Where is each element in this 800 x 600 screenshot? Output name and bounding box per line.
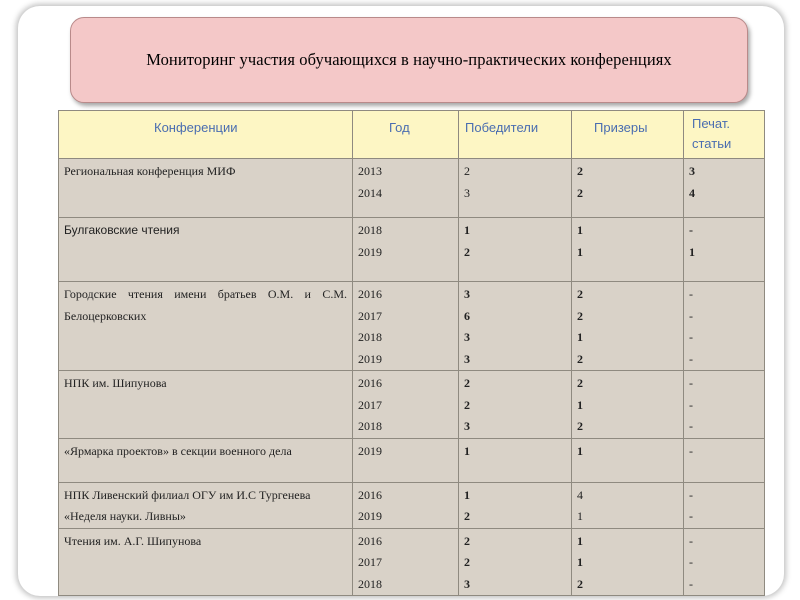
years-cell: 2013 2014 — [353, 159, 459, 218]
years-cell: 2019 — [353, 438, 459, 482]
table-row — [59, 371, 765, 439]
years-cell: 2016 2017 2018 — [353, 371, 459, 439]
winners-cell: 1 — [459, 438, 572, 482]
page-title: Мониторинг участия обучающихся в научно-практических конференциях — [146, 50, 672, 69]
winners-cell: 2 2 3 — [459, 371, 572, 439]
articles-cell: - 1 — [684, 218, 765, 282]
table-row — [59, 282, 765, 371]
prizewinners-cell: 1 1 — [572, 218, 684, 282]
table-row — [59, 218, 765, 282]
years-cell: 2016 2017 2018 — [353, 528, 459, 596]
table-row — [59, 528, 765, 596]
articles-cell: - - - — [684, 371, 765, 439]
prizewinners-cell: 4 1 — [572, 482, 684, 528]
years-cell: 2016 2017 2018 2019 — [353, 282, 459, 371]
conference-name: Городские чтения имени братьев О.М. и С.М. Белоцерковских — [59, 282, 353, 371]
conference-name: «Ярмарка проектов» в секции военного дела — [59, 438, 353, 482]
articles-cell: - - - - — [684, 282, 765, 371]
winners-cell: 3 6 3 3 — [459, 282, 572, 371]
articles-cell: 3 4 — [684, 159, 765, 218]
conference-name: Чтения им. А.Г. Шипунова — [59, 528, 353, 596]
articles-cell: - - - — [684, 528, 765, 596]
winners-cell: 1 2 — [459, 218, 572, 282]
conference-table — [58, 110, 765, 596]
winners-cell: 2 2 3 — [459, 528, 572, 596]
header-conferences: Конференции — [59, 111, 353, 159]
winners-cell: 2 3 — [459, 159, 572, 218]
header-articles: Печат. статьи — [684, 111, 765, 159]
conference-name: Региональная конференция МИФ — [59, 159, 353, 218]
prizewinners-cell: 1 — [572, 438, 684, 482]
years-cell: 2016 2019 — [353, 482, 459, 528]
header-prizewinners: Призеры — [572, 111, 684, 159]
prizewinners-cell: 2 2 — [572, 159, 684, 218]
prizewinners-cell: 2 2 1 2 — [572, 282, 684, 371]
title-box — [70, 17, 748, 103]
header-row — [59, 111, 765, 159]
years-cell: 2018 2019 — [353, 218, 459, 282]
conference-name: НПК Ливенский филиал ОГУ им И.С Тургенева «Неделя науки. Ливны» — [59, 482, 353, 528]
prizewinners-cell: 1 1 2 — [572, 528, 684, 596]
table-row — [59, 159, 765, 218]
table-row — [59, 482, 765, 528]
articles-cell: - — [684, 438, 765, 482]
prizewinners-cell: 2 1 2 — [572, 371, 684, 439]
header-winners: Победители — [459, 111, 572, 159]
conference-name: НПК им. Шипунова — [59, 371, 353, 439]
header-year: Год — [353, 111, 459, 159]
conference-name: Булгаковские чтения — [59, 218, 353, 282]
articles-cell: - - — [684, 482, 765, 528]
table-row — [59, 438, 765, 482]
winners-cell: 1 2 — [459, 482, 572, 528]
